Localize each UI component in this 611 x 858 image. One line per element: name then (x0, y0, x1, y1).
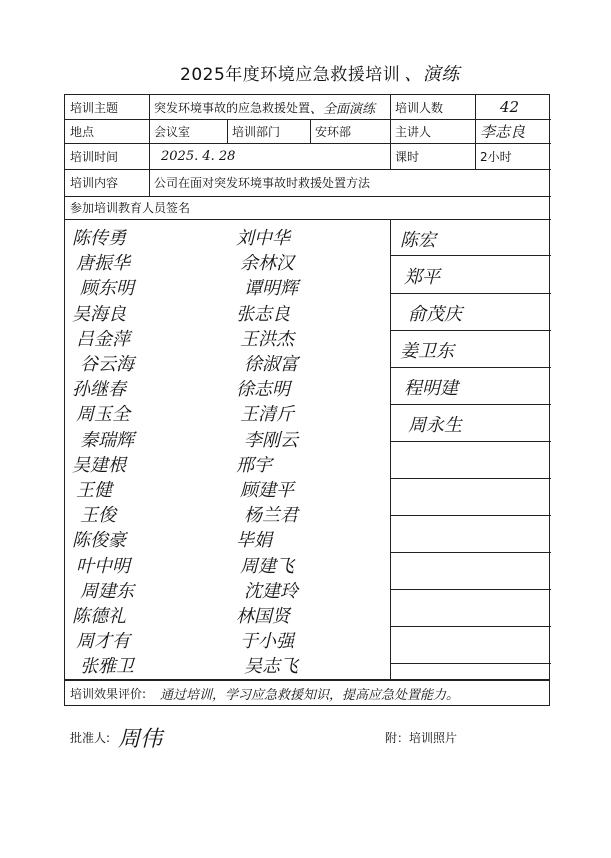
signature-col1-9: 秦瑞辉 (80, 429, 134, 451)
signature-col1-18: 张雅卫 (80, 656, 134, 678)
signature-col2-11: 顾建平 (240, 480, 294, 501)
signature-col2-15: 沈建玲 (244, 580, 298, 602)
signature-col1-4: 吴海良 (72, 303, 126, 325)
approver-label: 批准人: (70, 731, 111, 745)
title-printed: 2025年度环境应急救援培训 (180, 65, 401, 85)
signature-col1-15: 周建东 (80, 580, 134, 602)
topic-printed: 突发环境事故的应急救援处置 (154, 100, 311, 115)
training-record-table (64, 94, 550, 680)
signature-col3-4: 姜卫东 (400, 341, 454, 362)
evaluation-value: 通过培训，学习应急救援知识，提高应急处置能力。 (160, 687, 460, 703)
attachment-note: 附：培训照片 (385, 731, 458, 745)
signature-col1-8: 周玉全 (76, 404, 130, 426)
signature-col1-11: 王健 (76, 480, 112, 501)
signature-col1-3: 顾东明 (80, 278, 134, 300)
signature-col2-10: 邢宇 (236, 454, 272, 476)
lecturer-value: 李志良 (480, 122, 526, 141)
signature-col2-17: 于小强 (240, 631, 294, 653)
time-value: 2025. 4. 28 (161, 148, 236, 164)
signature-col1-10: 吴建根 (72, 454, 126, 476)
topic-value (149, 95, 390, 119)
signatures-label: 参加培训教育人员签名 (70, 201, 191, 215)
signature-col2-6: 徐淑富 (244, 354, 298, 375)
signature-col3-6: 周永生 (408, 415, 462, 436)
hours-value: 2小时 (480, 149, 512, 164)
signature-col1-13: 陈俊豪 (72, 530, 126, 552)
signature-col2-8: 王清斤 (240, 404, 294, 426)
topic-label: 培训主题 (70, 100, 119, 115)
dept-value: 安环部 (315, 124, 352, 139)
place-value: 会议室 (154, 124, 191, 139)
signature-col1-5: 吕金萍 (76, 328, 130, 350)
signature-col2-16: 林国贤 (236, 606, 290, 627)
signature-col1-2: 唐振华 (76, 253, 130, 275)
evaluation-label: 培训效果评价: (70, 686, 147, 701)
evaluation-row (64, 680, 550, 706)
signature-col2-1: 刘中华 (236, 228, 290, 249)
title-handwritten: 、演练 (404, 64, 460, 85)
signature-col2-12: 杨兰君 (244, 505, 298, 527)
signature-col2-7: 徐志明 (236, 379, 290, 401)
dept-label: 培训部门 (232, 124, 281, 139)
count-label: 培训人数 (395, 100, 444, 115)
signature-col2-2: 余林汉 (240, 253, 294, 275)
signature-col1-6: 谷云海 (80, 354, 134, 375)
approver-signature: 周伟 (118, 727, 163, 752)
signature-col2-4: 张志良 (236, 303, 290, 325)
content-label: 培训内容 (70, 176, 119, 190)
signature-col2-9: 李刚云 (244, 429, 298, 451)
signature-col1-1: 陈传勇 (72, 228, 126, 249)
signature-col2-14: 周建飞 (240, 555, 294, 577)
topic-handwritten: 、全面演练 (310, 101, 376, 117)
signature-col1-16: 陈德礼 (72, 606, 126, 627)
count-value: 42 (500, 98, 520, 116)
signature-col1-14: 叶中明 (76, 555, 130, 577)
signature-col2-5: 王洪杰 (240, 328, 294, 350)
form-title (180, 60, 460, 86)
time-label: 培训时间 (70, 149, 119, 164)
signature-col1-12: 王俊 (80, 505, 116, 527)
signature-col2-3: 谭明辉 (244, 278, 298, 300)
signature-col3-1: 陈宏 (400, 230, 436, 251)
place-label: 地点 (70, 124, 95, 139)
signature-col1-7: 孙继春 (72, 379, 126, 401)
signature-col3-3: 俞茂庆 (408, 304, 462, 325)
signature-col1-17: 周才有 (76, 631, 130, 653)
lecturer-label: 主讲人 (395, 124, 432, 139)
signature-col3-2: 郑平 (404, 267, 440, 288)
hours-label: 课时 (395, 149, 420, 164)
signature-col2-13: 毕娟 (236, 530, 272, 552)
content-value: 公司在面对突发环境事故时救援处置方法 (154, 176, 371, 190)
signature-col3-5: 程明建 (404, 378, 458, 399)
signature-col2-18: 吴志飞 (244, 656, 298, 678)
